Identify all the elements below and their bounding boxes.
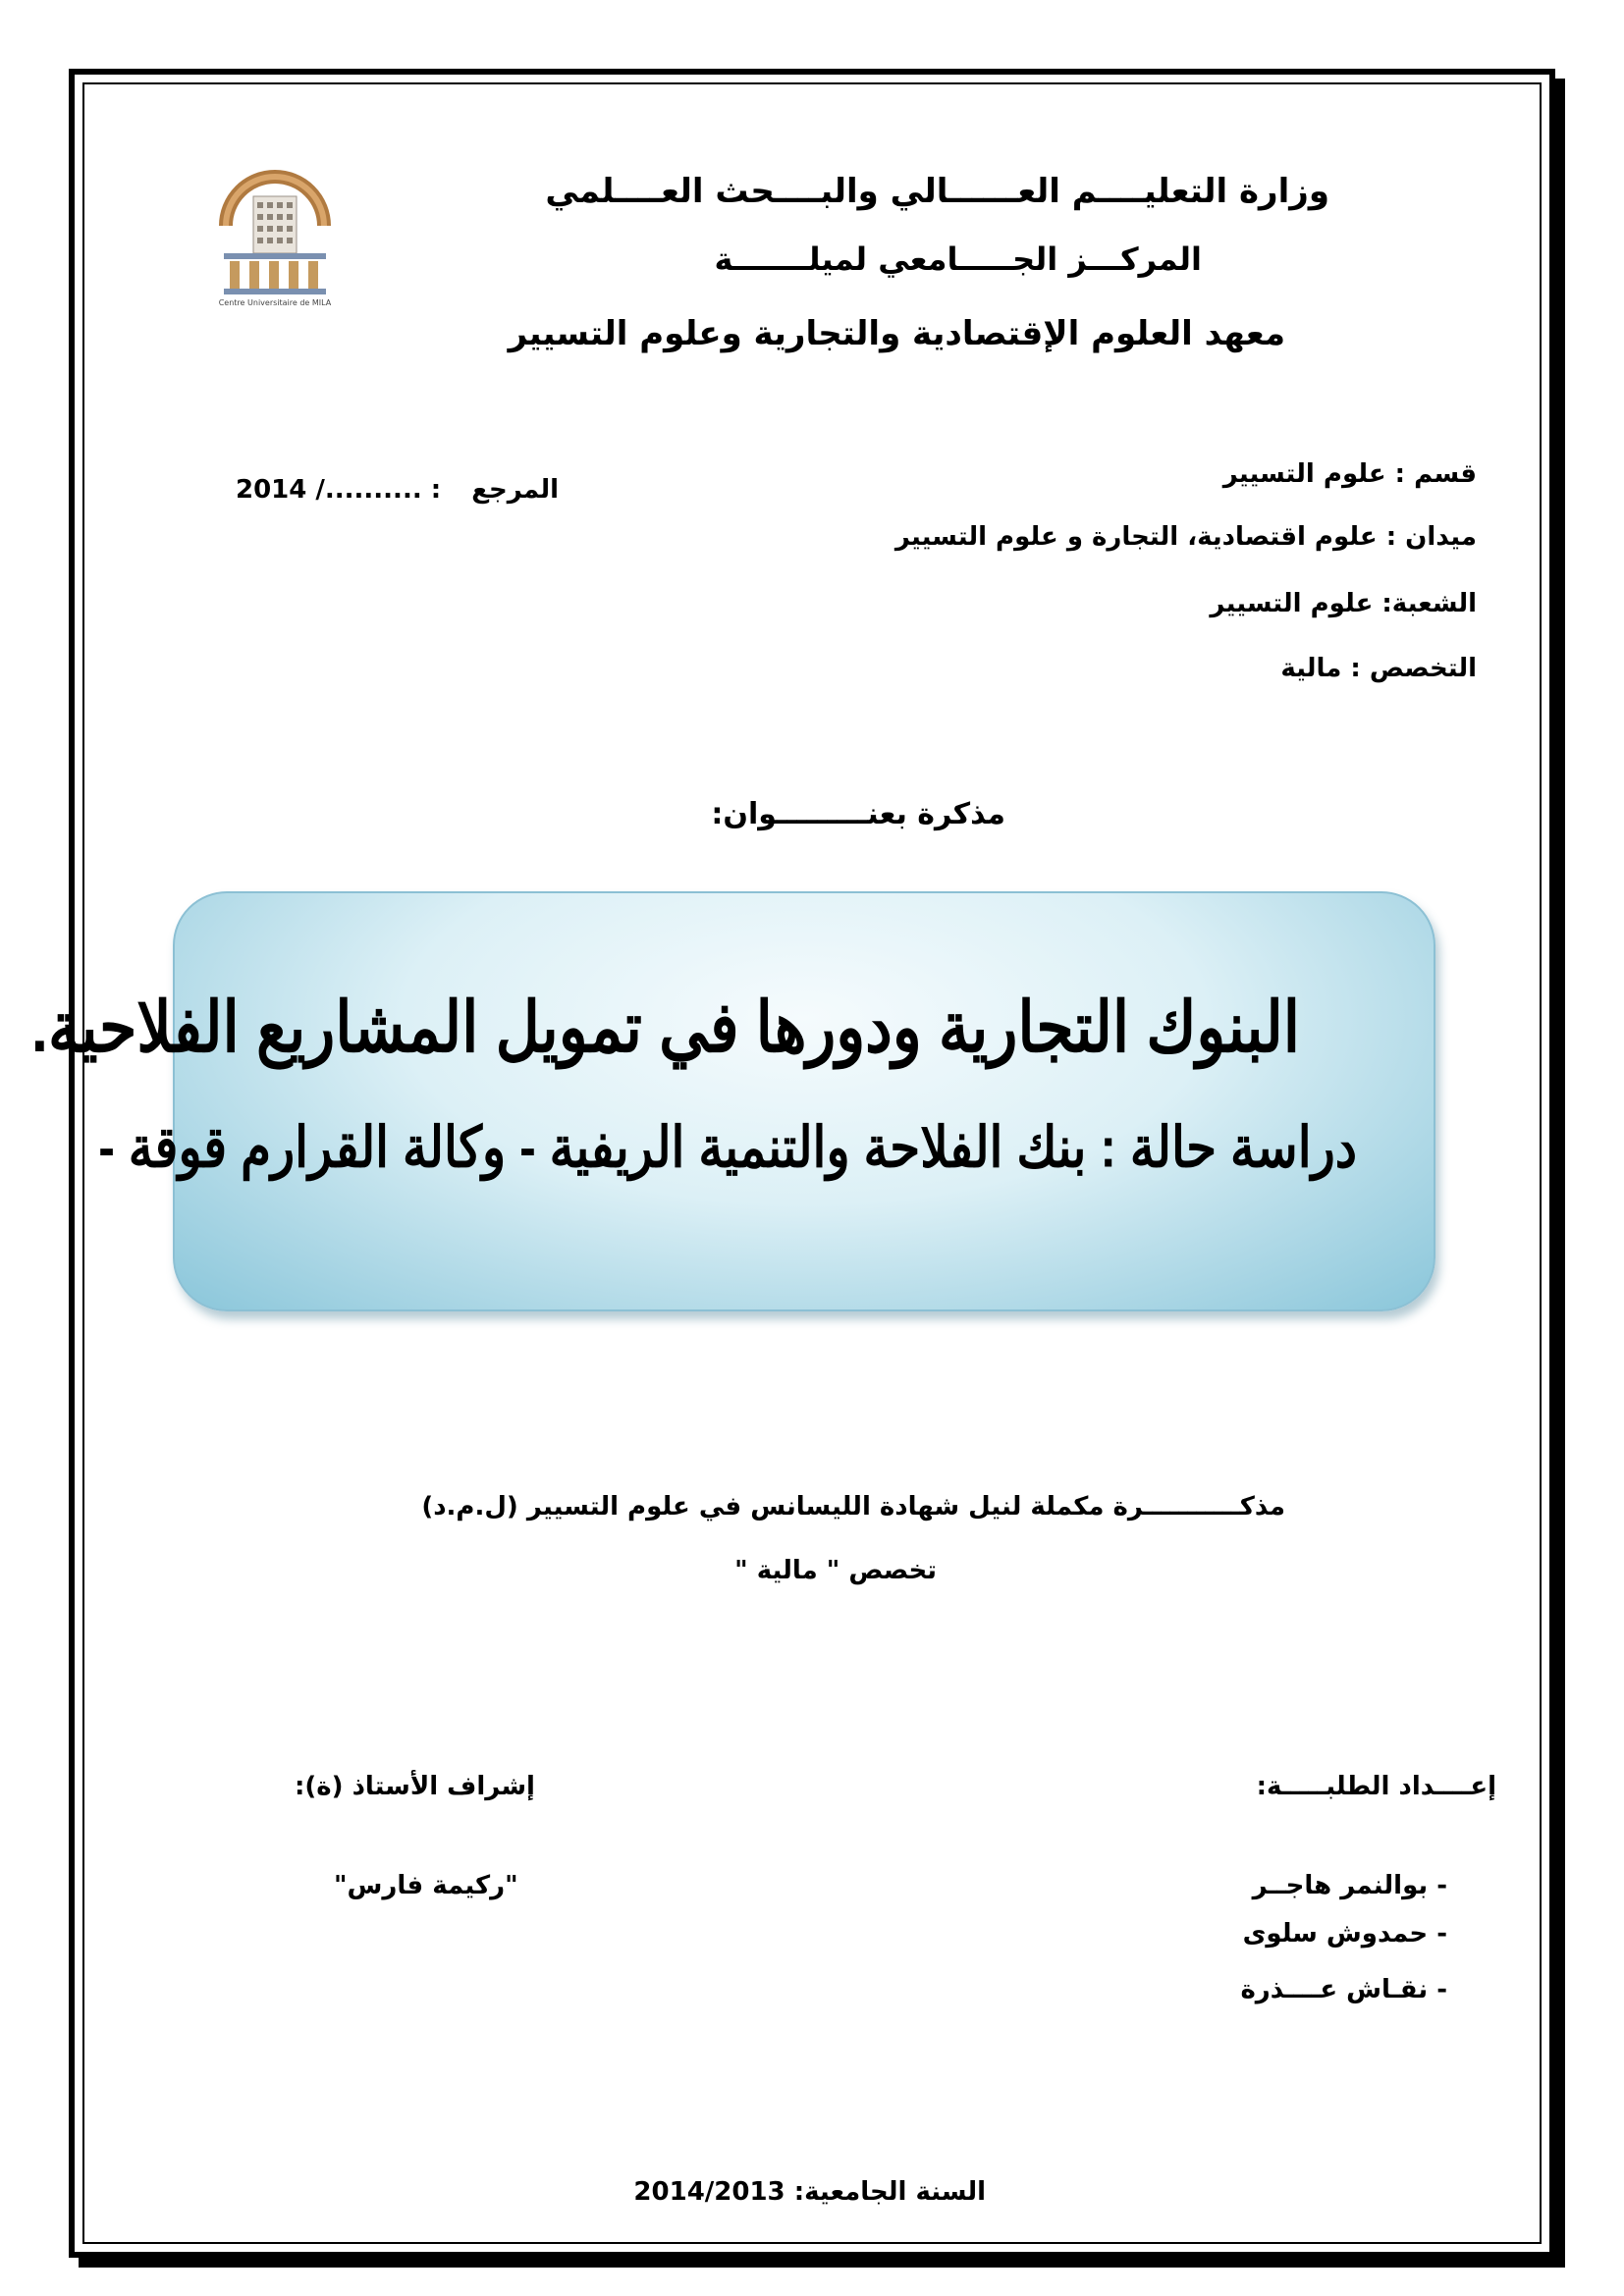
student-name: - نقـاش عــــذرة xyxy=(1240,1975,1447,2004)
university-center-title: المركـــز الجـــــامعي لميلـــــــة xyxy=(714,240,1202,278)
department-line: قسم : علوم التسيير xyxy=(1222,459,1477,489)
academic-year: السنة الجامعية: 2014/2013 xyxy=(633,2177,986,2207)
field-line: ميدان : علوم اقتصادية، التجارة و علوم التسيير xyxy=(894,522,1477,552)
reference-value: : ........../ 2014 xyxy=(236,475,442,505)
student-name: - بوالنمر هاجــر xyxy=(1252,1871,1447,1900)
page-frame-shadow-bottom xyxy=(79,2258,1565,2268)
logo-caption: Centre Universitaire de MILA xyxy=(218,298,332,307)
ministry-title: وزارة التعليــــم العــــــالي والبــــحث العــــلمي xyxy=(545,172,1329,211)
thesis-title-box xyxy=(173,891,1435,1311)
memo-description: مذكـــــــــــرة مكملة لنيل شهادة الليسانس في علوم التسيير (ل.م.د) xyxy=(421,1492,1285,1522)
thesis-main-title: البنوك التجارية ودورها في تمويل المشاريع الفلاحية. xyxy=(30,988,1300,1068)
reference-label: المرجع xyxy=(471,475,559,505)
thesis-subtitle: دراسة حالة : بنك الفلاحة والتنمية الريفية - وكالة القرارم قوقة - xyxy=(98,1115,1357,1180)
university-logo xyxy=(206,157,344,314)
supervision-label: إشراف الأستاذ (ة): xyxy=(295,1772,535,1801)
reference-line xyxy=(236,475,559,505)
memo-specialty: تخصص " مالية " xyxy=(734,1556,937,1585)
branch-line: الشعبة: علوم التسيير xyxy=(1210,589,1477,618)
specialty-line: التخصص : مالية xyxy=(1280,654,1477,683)
institute-title: معهد العلوم الإقتصادية والتجارية وعلوم التسيير xyxy=(508,314,1285,353)
student-name: - حمدوش سلوى xyxy=(1242,1919,1447,1949)
page-frame-shadow-right xyxy=(1555,79,1565,2268)
memo-title-label: مذكرة بعنـــــــــوان: xyxy=(711,797,1005,831)
prepared-by-label: إعــــداد الطلبـــــة: xyxy=(1256,1772,1496,1801)
supervisor-name: "ركيمة فارس" xyxy=(334,1871,518,1900)
